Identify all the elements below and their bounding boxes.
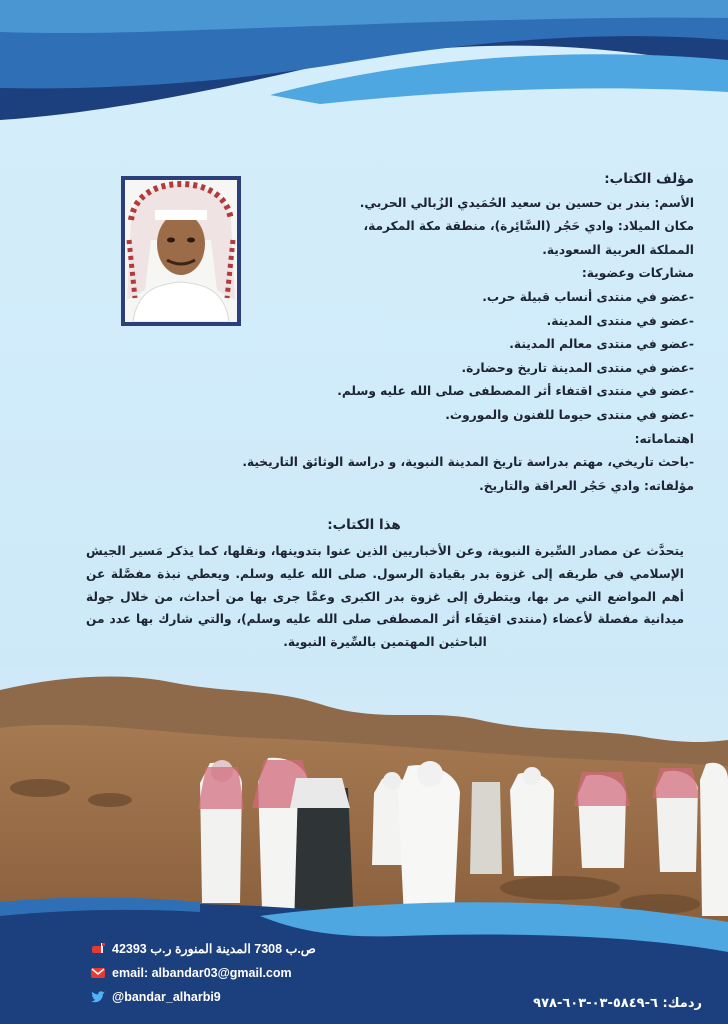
author-birthplace: مكان الميلاد: وادي حَجُر (السَّائِرة)، منطقة مكة المكرمة، [363,219,694,234]
membership-item: -عضو في منتدى المدينة. [546,313,694,328]
top-wave-decoration [0,0,728,140]
membership-item: -عضو في منتدى أنساب قبيلة حرب. [482,289,694,304]
membership-item: -عضو في منتدى حيوما للفنون والموروث. [445,407,694,422]
membership-item: -عضو في منتدى اقتفاء أثر المصطفى صلى الله عليه وسلم. [337,384,694,399]
twitter-row [90,988,221,1006]
author-name: الأسم: بندر بن حسين بن سعيد الحُمَيدي الزُبالي الحربي. [359,195,694,210]
membership-item: -عضو في منتدى المدينة تاريخ وحضارة. [461,360,694,375]
email-icon [90,965,106,981]
field-trip-photo [0,668,728,928]
interests-heading: اهتماماته: [634,431,694,446]
membership-item: -عضو في منتدى معالم المدينة. [509,337,694,352]
interests-item: -باحث تاريخي، مهتم بدراسة تاريخ المدينة النبوية، و دراسة الوثائق التاريخية. [242,455,694,470]
isbn-number: ردمك: ٦-٥٨٤٩-٠٣-٦٠٣-٩٧٨ [533,996,702,1011]
author-works: مؤلفاته: وادي حَجُر العراقة والتاريخ. [479,478,694,493]
email-link[interactable]: email: albandar03@gmail.com [112,966,292,980]
memberships-heading: مشاركات وعضوية: [581,266,694,281]
po-box-row [90,939,316,957]
email-row [90,964,292,982]
twitter-handle[interactable]: @bandar_alharbi9 [112,990,221,1004]
book-heading: هذا الكتاب: [327,517,401,533]
author-heading: مؤلف الكتاب: [604,171,694,187]
po-box-text: ص.ب 7308 المدينة المنورة ر.ب 42393 [112,941,316,956]
author-info [134,168,694,498]
author-country: المملكة العربية السعودية. [542,242,694,257]
book-description: يتحدَّث عن مصادر السِّيرة النبوية، وعن الأخباريين الذين عنوا بتدوينها، ونقلها، كما يذكر مَسير الجيش الإسلامي في طريقه إلى غزوة بدر بقيادة الرسول. صلى الله عليه وسلم. ويعطي نبذة مفصَّلة عن أهم المواضع التي مر بها، ويتطرق إلى غزوة بدر الكبرى وعمَّا جرى بها من أحداث، من خلال جولة ميدانية مفصلة لأعضاء (منتدى اقتِفَاء أثر المصطفى صلى الله عليه وسلم)، والتي شارك بها عدد من الباحثين المهتمين بالسِّيرة النبوية. [86,544,684,650]
twitter-icon [90,989,106,1005]
mailbox-icon [90,940,106,956]
